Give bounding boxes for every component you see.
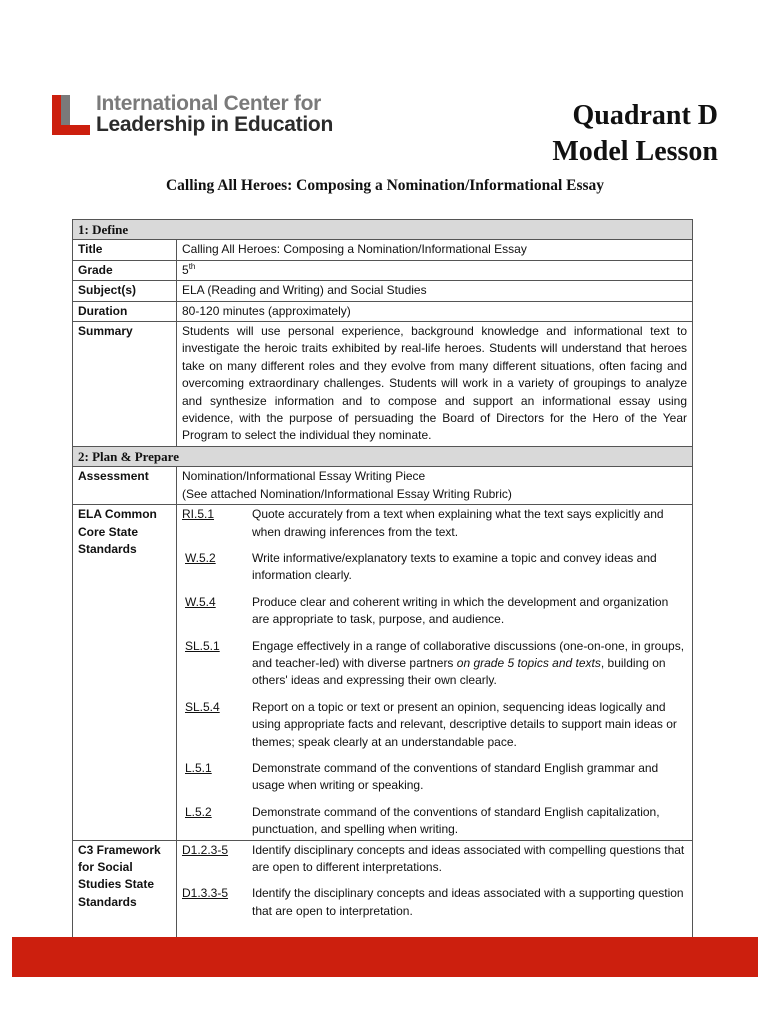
row-label: Assessment xyxy=(73,467,177,505)
standard-item xyxy=(182,550,687,585)
standard-code: D1.3.3-5 xyxy=(182,886,229,901)
standard-code: D1.2.3-5 xyxy=(182,842,229,857)
org-logo xyxy=(52,93,362,138)
row-label: ELA Common Core State Standards xyxy=(73,505,177,841)
standard-item xyxy=(182,594,687,629)
table-row xyxy=(73,840,693,937)
standard-text: Demonstrate command of the conventions of standard English grammar and usage when writing or speaking. xyxy=(252,760,659,793)
row-value xyxy=(177,467,693,505)
row-value: ELA (Reading and Writing) and Social Studies xyxy=(177,281,693,301)
page-title-line1: Quadrant D xyxy=(572,100,718,131)
standard-text: Demonstrate command of the conventions of standard English capitalization, punctuation, and spelling when writing. xyxy=(252,804,660,837)
row-value: 80-120 minutes (approximately) xyxy=(177,301,693,321)
standard-text-part: , building on others' ideas and expressing their own clearly. xyxy=(252,655,666,688)
table-row xyxy=(73,281,693,301)
standard-text: Report on a topic or text or present an opinion, sequencing ideas logically and using appropriate facts and relevant, descriptive details to support main ideas or themes; speak clearly at an understandable pace. xyxy=(252,699,677,749)
lesson-table xyxy=(72,219,693,938)
row-label: Summary xyxy=(73,322,177,447)
table-row xyxy=(73,467,693,505)
org-name-line1: International Center for xyxy=(96,92,321,115)
standard-code: W.5.2 xyxy=(185,550,216,565)
table-row xyxy=(73,240,693,260)
standard-item xyxy=(182,699,687,751)
standard-item xyxy=(182,760,687,795)
row-label: C3 Framework for Social Studies State Standards xyxy=(73,840,177,937)
standard-code: W.5.4 xyxy=(185,594,216,609)
standard-item xyxy=(182,804,687,839)
table-row xyxy=(73,301,693,321)
section-plan xyxy=(73,446,693,466)
standard-text: Identify the disciplinary concepts and ideas associated with a supporting question that are open to interpretation. xyxy=(252,886,684,918)
org-name-line2: Leadership in Education xyxy=(96,113,333,136)
c3-standards xyxy=(177,840,693,937)
standard-item xyxy=(182,506,687,541)
row-value: Students will use personal experience, background knowledge and informational text to investigate the heroic traits exhibited by real-life heroes. Students will understand that heroes take on many different roles and they evolve from many different situations, often facing and overcoming extraordinary challenges. Students will work in a variety of groupings to analyze and synthesize information and to compose and support an informational essay using evidence, with the purpose of persuading the Board of Directors for the Hero of the Year Program to select the individual they nominate. xyxy=(177,322,693,447)
standard-text-italic: on grade 5 topics and texts xyxy=(456,655,601,670)
row-value xyxy=(177,260,693,280)
org-name xyxy=(96,93,333,135)
standard-code: L.5.1 xyxy=(185,760,212,775)
row-label: Grade xyxy=(73,260,177,280)
row-label: Title xyxy=(73,240,177,260)
row-value: Calling All Heroes: Composing a Nomination/Informational Essay xyxy=(177,240,693,260)
footer-bar xyxy=(12,937,758,977)
assessment-line: (See attached Nomination/Informational Essay Writing Rubric) xyxy=(182,486,512,501)
grade-suffix: th xyxy=(188,261,196,271)
table-row xyxy=(73,260,693,280)
lesson-subtitle: Calling All Heroes: Composing a Nomination/Informational Essay xyxy=(165,177,605,194)
standard-text: Write informative/explanatory texts to examine a topic and convey ideas and information clearly. xyxy=(252,550,657,583)
standard-code: RI.5.1 xyxy=(182,507,215,522)
standard-code: L.5.2 xyxy=(185,804,212,819)
standard-item xyxy=(182,842,687,877)
assessment-line: Nomination/Informational Essay Writing Piece xyxy=(182,469,426,484)
logo-mark-icon xyxy=(52,95,90,135)
row-label: Duration xyxy=(73,301,177,321)
section-define xyxy=(73,220,693,240)
standard-code: SL.5.4 xyxy=(185,699,220,714)
standard-text-part: Engage effectively in a range of collaborative discussions (one-on-one, in groups, and teacher-led) with diverse partners xyxy=(252,638,685,670)
standard-text: Produce clear and coherent writing in which the development and organization are appropriate to task, purpose, and audience. xyxy=(252,594,669,627)
section-heading: 1: Define xyxy=(73,220,693,240)
table-row xyxy=(73,322,693,447)
standard-item xyxy=(182,885,687,920)
table-row xyxy=(73,505,693,841)
page-title xyxy=(552,98,718,170)
standard-text: Quote accurately from a text when explaining what the text says explicitly and when drawing inferences from the text. xyxy=(252,507,664,539)
standard-item xyxy=(182,638,687,690)
row-label: Subject(s) xyxy=(73,281,177,301)
standard-text xyxy=(252,638,687,690)
page-title-line2: Model Lesson xyxy=(552,136,718,167)
standard-code: SL.5.1 xyxy=(185,638,220,653)
ela-standards xyxy=(177,505,693,841)
section-heading: 2: Plan & Prepare xyxy=(73,446,693,466)
standard-text: Identify disciplinary concepts and ideas associated with compelling questions that are open to different interpretations. xyxy=(252,842,685,874)
grade-value: 5 xyxy=(182,262,189,277)
